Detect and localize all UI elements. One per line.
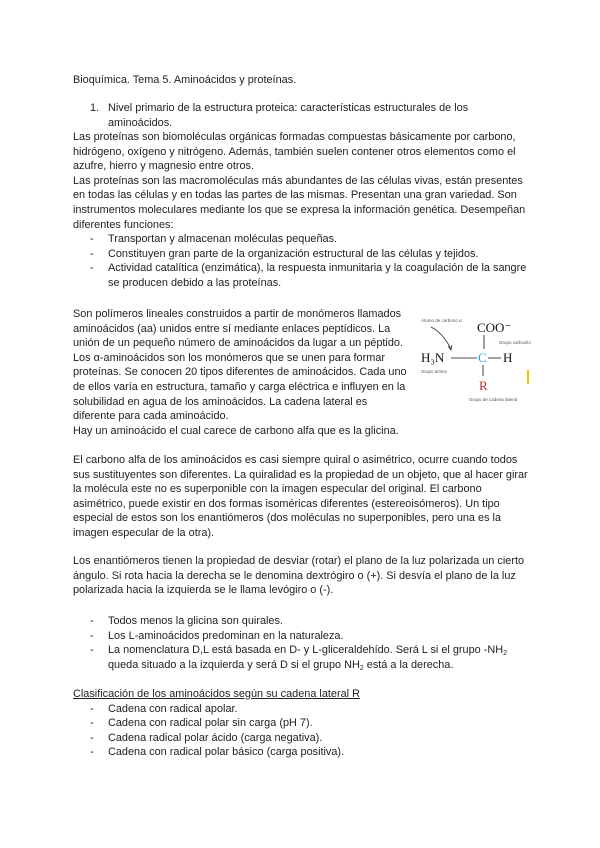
enantiomers-block [73, 554, 533, 598]
carboxyl-group: COO⁻ [477, 320, 512, 335]
list-item: - Cadena radical polar ácido (carga negativa). [73, 731, 533, 746]
nomenclature-text-b: queda situado a la izquierda y será D si el grupo NH [108, 658, 360, 671]
list-item: - Transportan y almacenan moléculas pequeñas. [73, 232, 533, 247]
amino-acid-svg [421, 315, 533, 415]
functions-list [73, 232, 533, 290]
hydrogen: H [503, 350, 513, 365]
section-heading-text: Nivel primario de la estructura proteica: características estructurales de los aminoácidos. [108, 102, 469, 129]
section-number: 1. [90, 102, 100, 114]
nomenclature-text-a: La nomenclatura D,L está basada en D- y L-gliceraldehído. Será L si el grupo -NH [108, 644, 504, 657]
list-item-nomenclature [73, 643, 533, 672]
arrow-alpha [431, 327, 451, 349]
chirality-block [73, 453, 533, 541]
paragraph-chirality: El carbono alfa de los aminoácidos es casi siempre quiral o asimétrico, ocurre cuando todos sus sustituyentes son diferentes. La quiralidad es la propiedad de un objeto, que al hacer girar la molécula este no es superponible con la imagen especular del original. El carbono asimétrico, puede existir en dos formas isoméricas diferentes (estereoisómeros). Un tipo especial de estos son los enantiómeros (dos moléculas no superponibles, pero una es la imagen especular de la otra). [73, 454, 528, 539]
alpha-carbon: C [478, 350, 487, 365]
label-amino: Grupo amino [421, 369, 448, 374]
chirality-list-block [73, 614, 533, 672]
label-side-chain: Grupo de cadena lateral [469, 397, 518, 402]
list-item: - Los L-aminoácidos predominan en la naturaleza. [73, 629, 533, 644]
label-alpha-carbon: Átomo de carbono α [421, 318, 462, 323]
paragraph-enantiomers: Los enantiómeros tienen la propiedad de desviar (rotar) el plano de la luz polarizada un cierto ángulo. Si rota hacia la derecha se le denomina dextrógiro o (+). Si desvía el plano de la luz polarizada hacia la izquierda se le llama levógiro o (-). [73, 555, 525, 597]
classification-block [73, 687, 533, 760]
amino-group: H₃N [421, 350, 445, 365]
subscript-2: 2 [503, 650, 508, 658]
amino-acid-structure-diagram [421, 315, 533, 415]
subscript-2: 2 [359, 664, 364, 672]
intro-block [73, 130, 533, 291]
paragraph-composition: Las proteínas son biomoléculas orgánicas formadas compuestas básicamente por carbono, hidrógeno, oxígeno y nitrógeno. Además, también suelen contener otros elementos como el azufre, hierro y magnesio entre otros. [73, 131, 516, 173]
paragraph-abundance: Las proteínas son las macromoléculas más abundantes de las células vivas, están presentes en todas las células y en todas las partes de las mismas. Presentan una gran variedad. Son instrumentos moleculares mediante los que se expresa la información genética. Desempeñan diferentes funciones: [73, 174, 526, 231]
list-item: - Constituyen gran parte de la organización estructural de las células y tejidos. [73, 247, 533, 262]
list-item: - Cadena con radical polar sin carga (pH 7). [73, 716, 533, 731]
paragraph-glycine: Hay un aminoácido el cual carece de carbono alfa que es la glicina. [73, 424, 399, 437]
document-title: Bioquímica. Tema 5. Aminoácidos y proteínas. [73, 74, 297, 86]
section-1-heading [73, 101, 533, 130]
list-item: - Actividad catalítica (enzimática), la respuesta inmunitaria y la coagulación de la sangre se producen debido a las proteínas. [73, 261, 533, 290]
nomenclature-text-c: está a la derecha. [363, 658, 454, 671]
label-carboxyl: Grupo carboxilo [499, 340, 531, 345]
highlight-mark [527, 370, 529, 384]
list-item: - Cadena con radical apolar. [73, 702, 533, 717]
chirality-list [73, 614, 533, 672]
list-item: - Cadena con radical polar básico (carga positiva). [73, 745, 533, 760]
classification-list [73, 702, 533, 760]
classification-heading: Clasificación de los aminoácidos según su cadena lateral R [73, 688, 360, 700]
list-item: - Todos menos la glicina son quirales. [73, 614, 533, 629]
side-chain-r: R [479, 378, 488, 393]
paragraph-polymers: Son polímeros lineales construidos a partir de monómeros llamados aminoácidos (aa) unidos entre sí mediante enlaces peptídicos. La unión de un pequeño número de aminoácidos da lugar a un péptido. Los α-aminoácidos son los monómeros que se unen para formar proteínas. Se conocen 20 tipos diferentes de aminoácidos. Cada uno de ellos varía en estructura, tamaño y carga eléctrica e influyen en la solubilidad en agua de los aminoácidos. La cadena lateral es diferente para cada aminoácido. [73, 308, 407, 423]
